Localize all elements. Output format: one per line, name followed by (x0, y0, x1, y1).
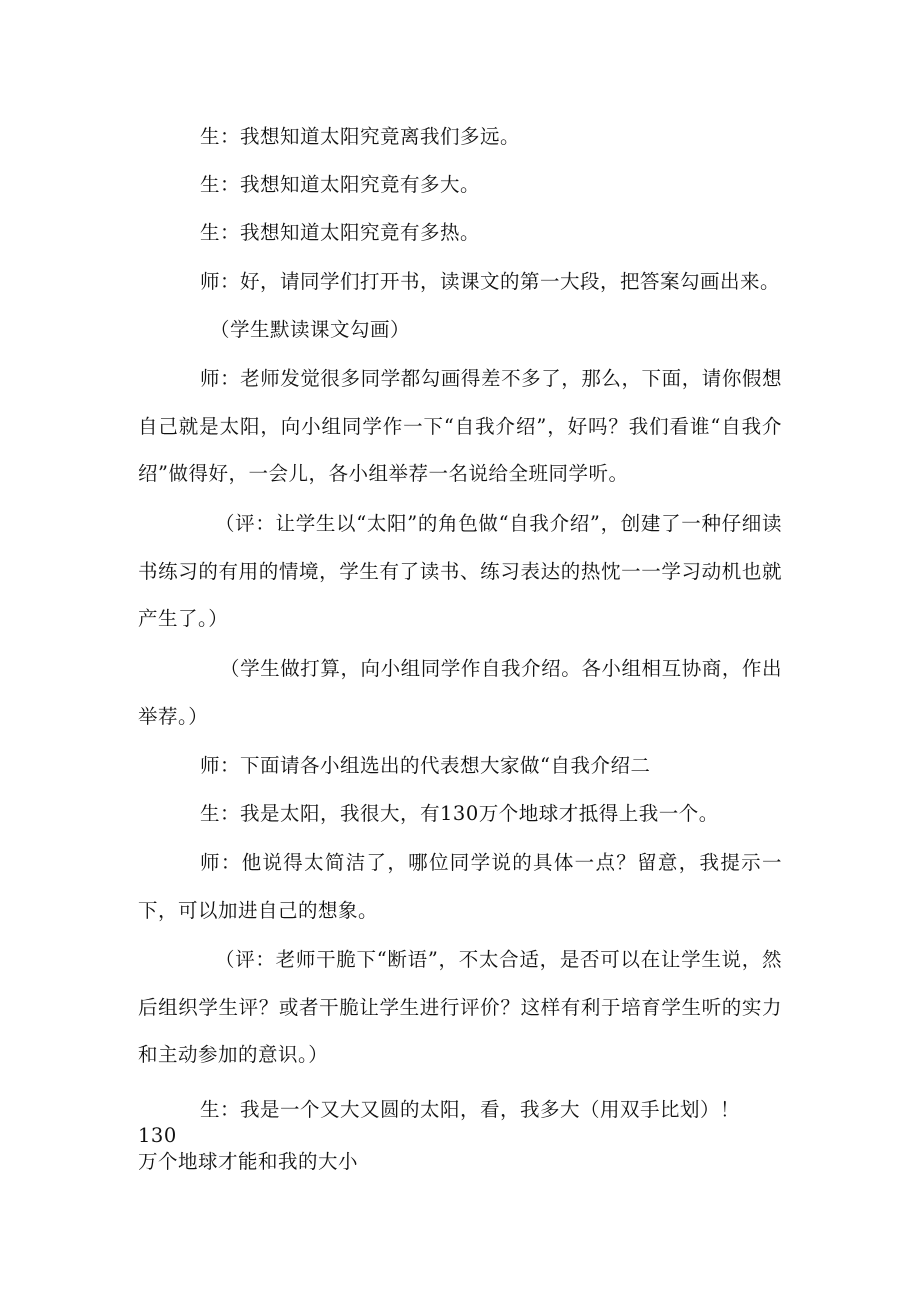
dialogue-line: 生：我想知道太阳究竟离我们多远。 (200, 125, 521, 148)
stage-note: （学生做打算，向小组同学作自我介绍。各小组相互协商，作出举荐。） (138, 657, 782, 728)
stage-note: （学生默读课文勾画） (210, 318, 411, 341)
dialogue-line: 师：老师发觉很多同学都勾画得差不多了，那么，下面，请你假想自己就是太阳，向小组同学作一下“自我介绍”，好吗？我们看谁“自我介绍”做得好，一会儿，各小组举荐一名说给全班同学听。 (138, 367, 782, 485)
commentary: （评：让学生以“太阳”的角色做“自我介绍”，创建了一种仔细读书练习的有用的情境，学生有了读书、练习表达的热忱一一学习动机也就产生了。） (138, 512, 782, 630)
last-line-2: 万个地球才能和我的大小 (138, 1150, 359, 1173)
dialogue-line: 师：下面请各小组选出的代表想大家做“自我介绍二 (200, 754, 651, 777)
last-line-1: 生：我是一个又大又圆的太阳，看，我多大（用双手比划）！130 (138, 1098, 741, 1147)
dialogue-line: 生：我想知道太阳究竟有多大。 (200, 173, 481, 196)
commentary: （评：老师干脆下“断语”，不太合适，是否可以在让学生说，然后组织学生评？或者干脆让学生进行评价？这样有利于培育学生听的实力和主动参加的意识。） (138, 948, 782, 1066)
dialogue-line-last (138, 1097, 778, 1175)
dialogue-line: 师：好，请同学们打开书，读课文的第一大段，把答案勾画出来。 (200, 270, 781, 293)
dialogue-line: 师：他说得太简洁了，哪位同学说的具体一点？留意，我提示一下，可以加进自己的想象。 (138, 851, 782, 922)
dialogue-line: 生：我想知道太阳究竟有多热。 (200, 221, 481, 244)
dialogue-line: 生：我是太阳，我很大，有130万个地球才抵得上我一个。 (200, 802, 719, 825)
